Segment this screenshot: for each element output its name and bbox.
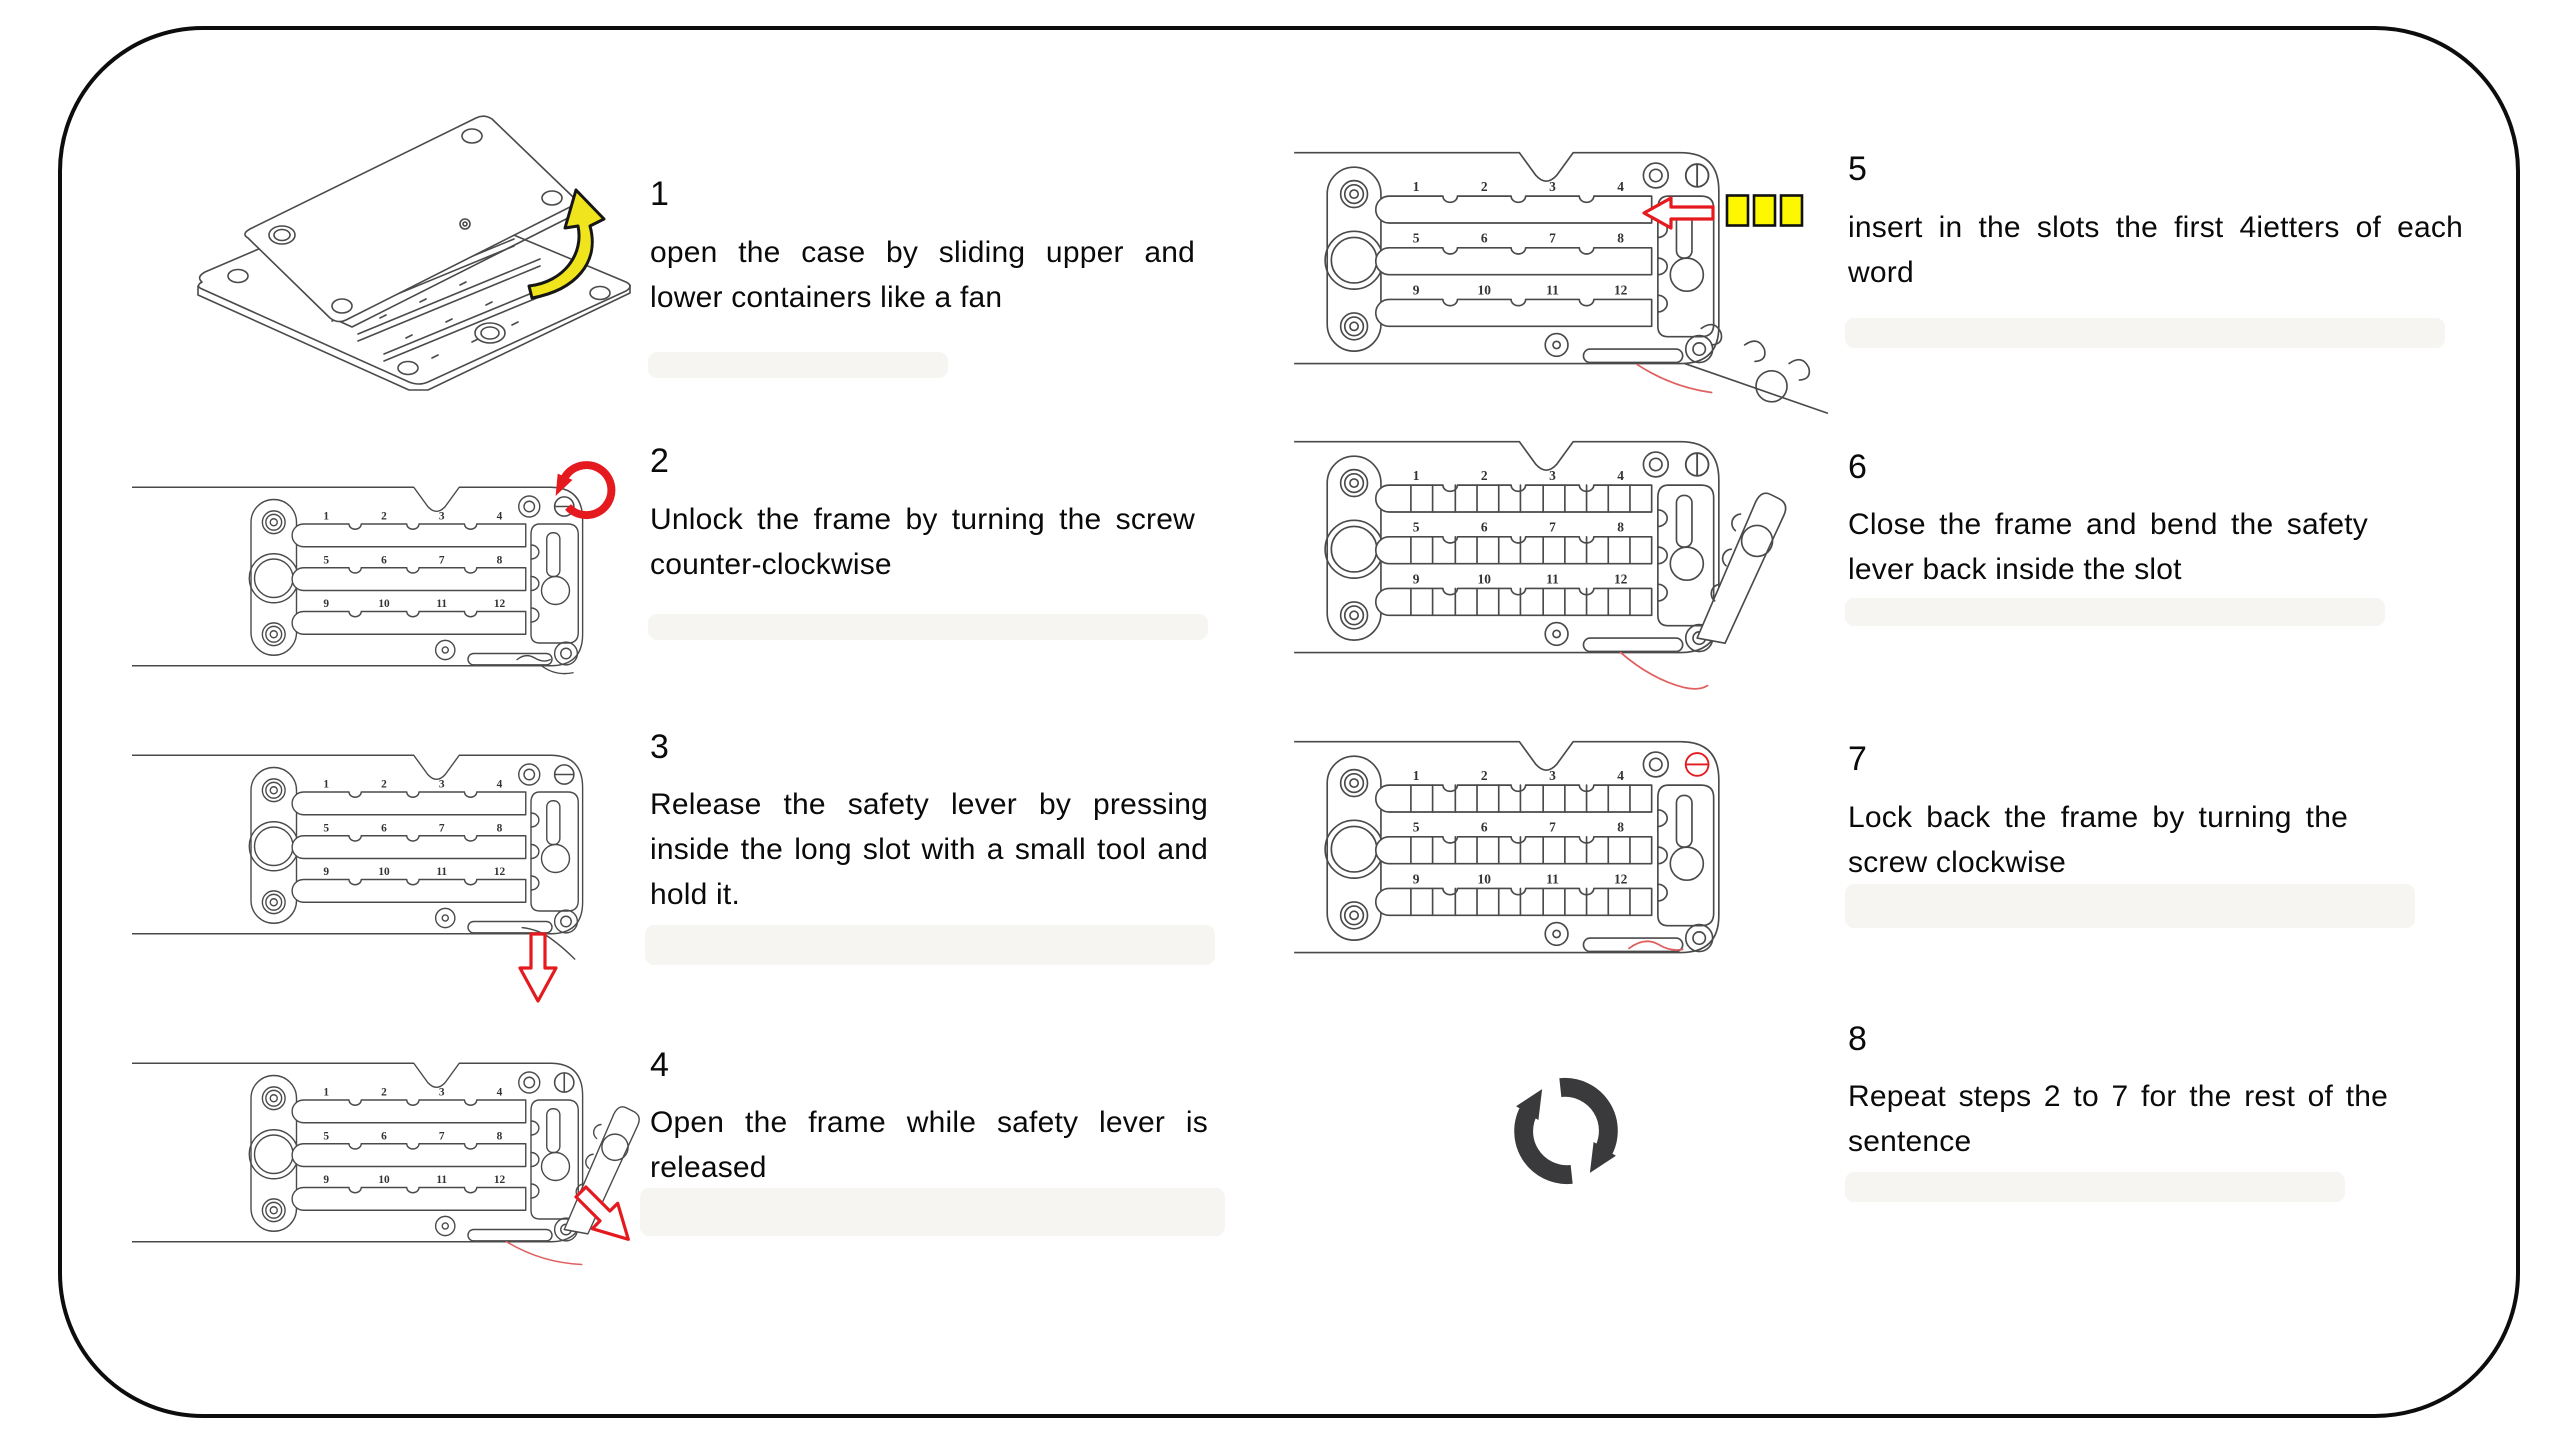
svg-text:10: 10 (1477, 571, 1491, 587)
svg-text:4: 4 (1617, 767, 1625, 783)
device-illustration-step-6 (1290, 419, 1724, 667)
svg-text:9: 9 (1412, 871, 1420, 887)
svg-text:12: 12 (1613, 571, 1628, 587)
svg-text:8: 8 (496, 1130, 503, 1143)
svg-text:1: 1 (323, 510, 330, 523)
svg-text:10: 10 (378, 598, 390, 611)
svg-text:9: 9 (323, 1174, 330, 1187)
svg-text:2: 2 (1480, 467, 1488, 483)
svg-text:9: 9 (323, 598, 330, 611)
svg-text:2: 2 (381, 778, 387, 791)
svg-text:1: 1 (1412, 767, 1420, 783)
step-text: Close the frame and bend the safety lever back inside the slot (1848, 508, 2368, 586)
erased-area (1845, 884, 2415, 928)
svg-text:9: 9 (323, 866, 330, 879)
step-number: 1 (650, 175, 669, 213)
svg-text:3: 3 (1549, 467, 1556, 483)
step-text: Lock back the frame by turning the screw clockwise (1848, 801, 2348, 879)
step-text: Unlock the frame by turning the screw counter-clockwise (650, 503, 1195, 581)
svg-text:5: 5 (323, 1130, 330, 1143)
erased-area (1845, 598, 2385, 626)
svg-text:7: 7 (1549, 519, 1556, 535)
step-number: 5 (1848, 150, 1867, 188)
step-number: 2 (650, 442, 669, 480)
repeat-icon (1500, 1065, 1632, 1197)
svg-text:7: 7 (1549, 230, 1556, 246)
step-text: Open the frame while safety lever is released (650, 1106, 1208, 1184)
svg-text:4: 4 (496, 510, 503, 523)
svg-text:7: 7 (438, 822, 445, 835)
svg-text:1: 1 (323, 1086, 330, 1099)
counter-clockwise-arrow-icon (548, 443, 624, 527)
svg-text:5: 5 (1412, 819, 1420, 835)
device-illustration-step-5 (1290, 130, 1724, 378)
svg-text:3: 3 (438, 1086, 445, 1099)
svg-text:4: 4 (1617, 467, 1625, 483)
svg-text:3: 3 (438, 778, 445, 791)
svg-text:12: 12 (493, 1174, 506, 1187)
svg-text:11: 11 (436, 1174, 448, 1187)
device-illustration-step-7 (1290, 719, 1724, 967)
svg-text:12: 12 (493, 598, 506, 611)
svg-text:5: 5 (1412, 519, 1420, 535)
svg-text:5: 5 (323, 822, 330, 835)
erased-area (645, 925, 1215, 965)
svg-text:2: 2 (1480, 767, 1488, 783)
down-arrow-icon (518, 932, 558, 1004)
svg-text:7: 7 (438, 1130, 445, 1143)
diagonal-down-right-arrow-icon (573, 1178, 629, 1250)
svg-text:11: 11 (436, 866, 448, 879)
svg-text:11: 11 (1546, 871, 1559, 887)
svg-text:6: 6 (1480, 230, 1488, 246)
svg-text:9: 9 (1412, 571, 1420, 587)
svg-text:5: 5 (1412, 230, 1420, 246)
step-text: insert in the slots the first 4ietters of each word (1848, 211, 2463, 289)
device-illustration-step-4 (132, 1044, 587, 1254)
svg-text:7: 7 (1549, 819, 1556, 835)
step-text: open the case by sliding upper and lower containers like a fan (650, 236, 1195, 314)
svg-text:6: 6 (381, 554, 387, 567)
svg-text:1: 1 (1412, 178, 1420, 194)
step-number: 7 (1848, 740, 1867, 778)
svg-text:8: 8 (1617, 519, 1625, 535)
svg-text:12: 12 (1613, 282, 1628, 298)
svg-text:4: 4 (496, 1086, 503, 1099)
device-illustration-step-3 (132, 736, 587, 946)
svg-text:11: 11 (1546, 571, 1559, 587)
step-number: 3 (650, 728, 669, 766)
svg-text:3: 3 (1549, 178, 1556, 194)
svg-text:12: 12 (1613, 871, 1628, 887)
svg-text:10: 10 (1477, 871, 1491, 887)
svg-text:8: 8 (496, 822, 503, 835)
svg-text:1: 1 (1412, 467, 1420, 483)
svg-text:8: 8 (1617, 819, 1625, 835)
svg-text:2: 2 (381, 510, 387, 523)
step-number: 6 (1848, 448, 1867, 486)
device-illustration-step-2 (132, 468, 587, 678)
svg-text:6: 6 (1480, 819, 1488, 835)
svg-text:10: 10 (1477, 282, 1491, 298)
svg-text:1: 1 (323, 778, 330, 791)
svg-text:3: 3 (438, 510, 445, 523)
erased-area (1845, 318, 2445, 348)
svg-text:4: 4 (496, 778, 503, 791)
svg-text:6: 6 (381, 1130, 387, 1143)
letter-tiles-icon (1725, 194, 1803, 228)
erased-area (1845, 1172, 2345, 1202)
open-case-illustration (180, 86, 650, 406)
svg-text:10: 10 (378, 866, 390, 879)
svg-text:11: 11 (436, 598, 448, 611)
step-text: Release the safety lever by pressing inside the long slot with a small tool and hold it. (650, 788, 1208, 911)
svg-text:10: 10 (378, 1174, 390, 1187)
step-number: 4 (650, 1046, 669, 1084)
svg-text:12: 12 (493, 866, 506, 879)
erased-area (648, 352, 948, 378)
svg-text:2: 2 (381, 1086, 387, 1099)
svg-text:6: 6 (1480, 519, 1488, 535)
erased-area (640, 1188, 1225, 1236)
step-number: 8 (1848, 1020, 1867, 1058)
svg-text:5: 5 (323, 554, 330, 567)
svg-text:3: 3 (1549, 767, 1556, 783)
svg-text:8: 8 (496, 554, 503, 567)
svg-text:6: 6 (381, 822, 387, 835)
svg-text:4: 4 (1617, 178, 1625, 194)
svg-text:9: 9 (1412, 282, 1420, 298)
svg-text:2: 2 (1480, 178, 1488, 194)
svg-text:8: 8 (1617, 230, 1625, 246)
step-text: Repeat steps 2 to 7 for the rest of the sentence (1848, 1080, 2388, 1158)
svg-text:11: 11 (1546, 282, 1559, 298)
svg-text:7: 7 (438, 554, 445, 567)
left-arrow-icon (1641, 196, 1715, 230)
erased-area (648, 614, 1208, 640)
